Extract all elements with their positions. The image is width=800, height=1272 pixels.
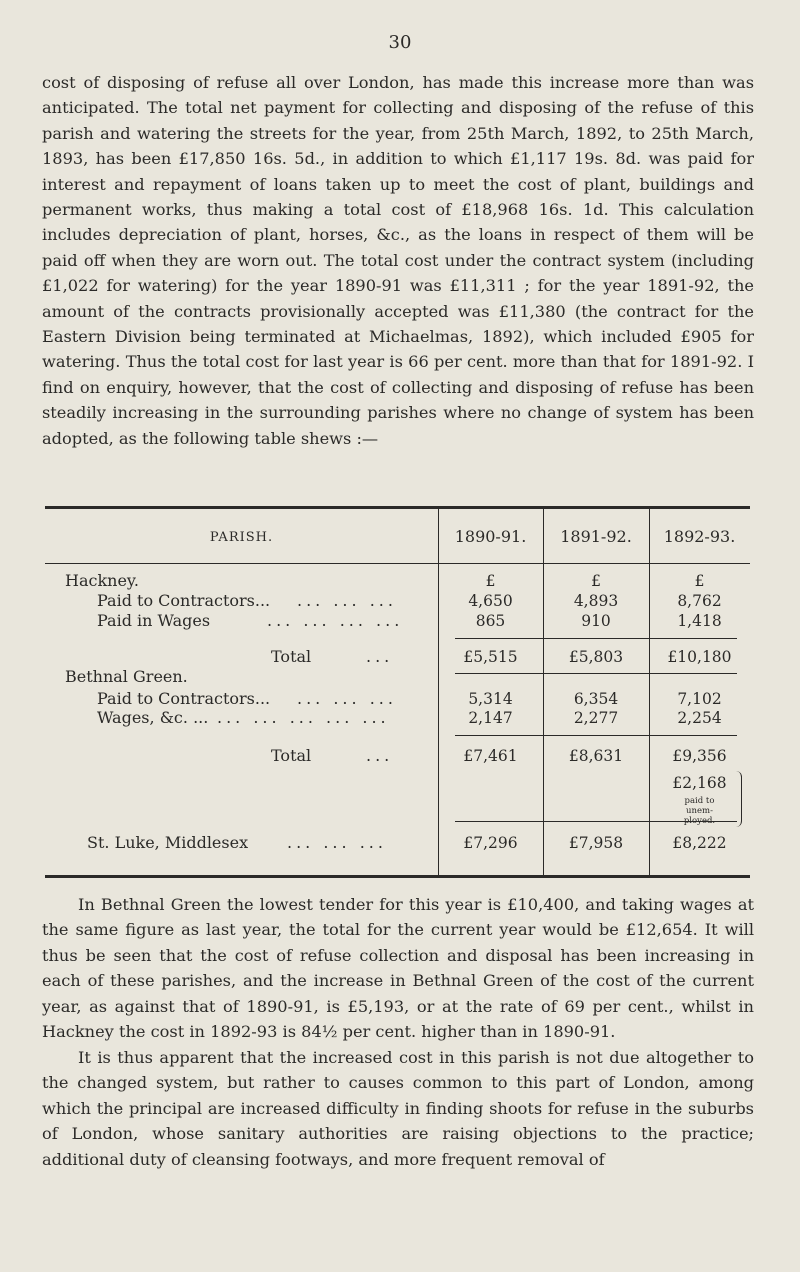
row-label-wages: Wages, &c. ... ... ... ... ... ... bbox=[97, 708, 390, 727]
parish-hackney: Hackney. bbox=[65, 571, 139, 590]
hackney-total-1892-93: £10,180 bbox=[667, 648, 732, 666]
hackney-wages-1890-91: 865 bbox=[475, 612, 506, 630]
bethnal-total-1892-93: £9,356 bbox=[672, 747, 727, 765]
header-parish: PARISH. bbox=[209, 530, 274, 545]
row-label-total: Total ... bbox=[271, 746, 394, 765]
currency-symbol: £ bbox=[485, 572, 496, 590]
hackney-wages-1891-92: 910 bbox=[581, 612, 611, 630]
st-luke-total-1890-91: £7,296 bbox=[463, 834, 518, 852]
subtotal-rule bbox=[455, 735, 737, 736]
hackney-total-1891-92: £5,803 bbox=[568, 648, 624, 666]
parish-cost-table bbox=[45, 506, 750, 878]
bethnal-contractors-1890-91: 5,314 bbox=[468, 690, 513, 708]
currency-symbol: £ bbox=[694, 572, 705, 590]
hackney-contractors-1890-91: 4,650 bbox=[468, 592, 513, 610]
paragraph-bethnal-green: In Bethnal Green the lowest tender for this year is £10,400, and taking wages at the same figure as last year, the total for the current year would be £12,654. It will thus be seen that the cost of refuse collection and disposal has been increasing in each of these parishes, and the increase in Bethnal Green of the cost of the current year, as against that of 1890-91, is £5,193, or at the rate of 69 per cent., whilst in Hackney the cost in 1892-93 is 84½ per cent. higher than in 1890-91. bbox=[42, 895, 754, 1042]
row-label-total: Total ... bbox=[271, 647, 394, 666]
total-rule bbox=[455, 821, 737, 822]
row-label-contractors: Paid to Contractors... ... ... ... bbox=[97, 591, 397, 610]
bethnal-wages-1890-91: 2,147 bbox=[468, 709, 513, 727]
row-label-contractors: Paid to Contractors... ... ... ... bbox=[97, 689, 397, 708]
row-label-wages: Paid in Wages ... ... ... ... bbox=[97, 611, 404, 630]
hackney-contractors-1891-92: 4,893 bbox=[573, 592, 619, 610]
hackney-contractors-1892-93: 8,762 bbox=[677, 592, 722, 610]
bethnal-contractors-1891-92: 6,354 bbox=[573, 690, 619, 708]
paragraph-conclusion: It is thus apparent that the increased cost in this parish is not due altogether to the changed system, but rather to causes common to this part of London, among which the principal are increased difficulty in finding shoots for refuse in the suburbs of London, whose sanitary authorities are raising objections to the practice; additional duty of cleansing footways, and more frequent removal of bbox=[42, 1048, 754, 1169]
brace-symbol bbox=[733, 771, 742, 827]
subtotal-rule bbox=[455, 638, 737, 639]
bethnal-wages-1892-93: 2,254 bbox=[677, 709, 722, 727]
bethnal-unemployed-note: paid to unem- ployed. bbox=[683, 796, 716, 826]
st-luke-total-1892-93: £8,222 bbox=[672, 834, 727, 852]
currency-symbol: £ bbox=[591, 572, 601, 590]
header-1891-92: 1891-92. bbox=[560, 527, 632, 546]
parish-bethnal-green: Bethnal Green. bbox=[65, 667, 188, 686]
bethnal-total-1891-92: £8,631 bbox=[568, 747, 624, 765]
header-rule bbox=[45, 563, 750, 564]
hackney-total-1890-91: £5,515 bbox=[463, 648, 518, 666]
st-luke-total-1891-92: £7,958 bbox=[568, 834, 624, 852]
bethnal-wages-1891-92: 2,277 bbox=[573, 709, 619, 727]
bethnal-unemployed-amount: £2,168 bbox=[672, 774, 727, 792]
page-number: 30 bbox=[388, 32, 412, 53]
bethnal-total-1890-91: £7,461 bbox=[463, 747, 518, 765]
total-rule bbox=[455, 673, 737, 674]
hackney-wages-1892-93: 1,418 bbox=[677, 612, 722, 630]
parish-st-luke: St. Luke, Middlesex ... ... ... bbox=[87, 833, 387, 852]
header-1890-91: 1890-91. bbox=[454, 527, 527, 546]
paragraph-cost-summary: cost of disposing of refuse all over London, has made this increase more than was anticipated. The total net payment for collecting and disposing of the refuse of this parish and watering the streets for the year, from 25th March, 1892, to 25th March, 1893, has been £17,850 16s. 5d., in addition to which £1,117 19s. 8d. was paid for interest and repayment of loans taken up to meet the cost of plant, buildings and permanent works, thus making a total cost of £18,968 16s. 1d. This calculation includes depreciation of plant, horses, &c., as the loans in respect of them will be paid off when they are worn out. The total cost under the contract system (including £1,022 for watering) for the year 1890-91 was £11,311 ; for the year 1891-92, the amount of the contracts provisionally accepted was £11,380 (the contract for the Eastern Division being terminated at Michaelmas, 1892), which included £905 for watering. Thus the total cost for last year is 66 per cent. more than that for 1891-92. I find on enquiry, however, that the cost of collecting and disposing of refuse has been steadily increasing in the surrounding parishes where no change of system has been adopted, as the following table shews :— bbox=[42, 73, 754, 448]
bethnal-contractors-1892-93: 7,102 bbox=[677, 690, 722, 708]
header-1892-93: 1892-93. bbox=[663, 527, 736, 546]
